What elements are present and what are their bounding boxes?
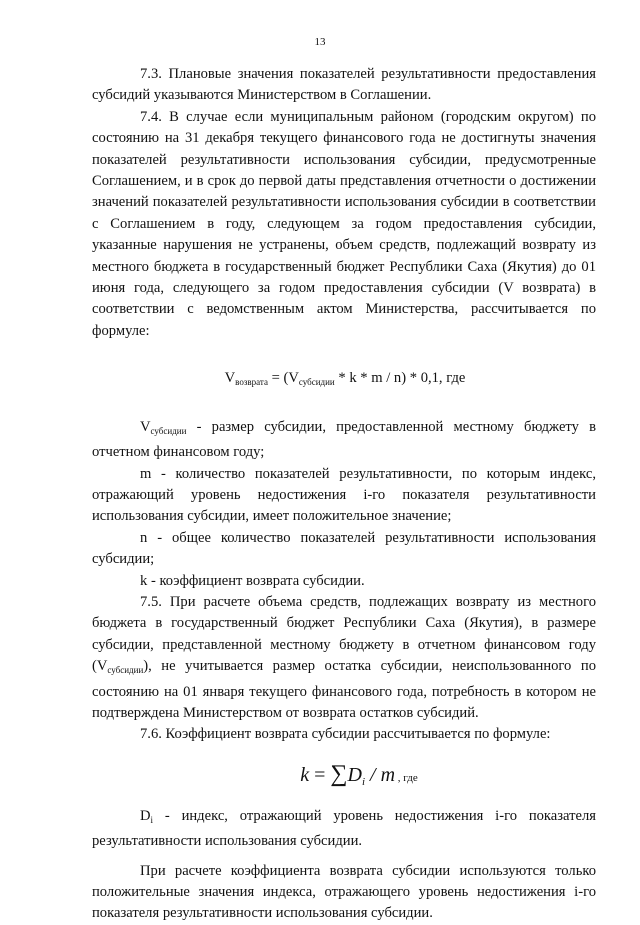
definition-d-index: $D_i$ - индекс, отражающий уровень недостижения i-го показателя результативности использования субсидии. — [92, 807, 596, 850]
subscript-subsidy: субсидии — [298, 377, 335, 388]
paragraph-7-6: 7.6. Коэффициент возврата субсидии рассчитывается по формуле: — [140, 726, 551, 743]
paragraph-7-3-number: 7.3. — [140, 66, 162, 82]
paragraph-7-4: 7.4. В случае если муниципальным районом (городским округом) по состоянию на 31 декабря текущего финансового года не достигнуты значения показателей результативности использования субсидии, предусмотренные Соглашением, и в срок до первой даты представления отчетности о достижении значений показателей результативности использования субсидии в соответствии с Соглашением в году, следующем за годом предоставления субсидии, указанные нарушения не устранены, объем средств, подлежащий возврату из местного бюджета в государственный бюджет Республики Саха (Якутия) до 01 июня года, следующего за годом предоставления субсидии (V возврата) в соответствии с ведомственным актом Министерства, рассчитывается по формуле: — [92, 108, 596, 339]
document-body — [92, 64, 596, 925]
definition-m: m - количество показателей результативности, по которым индекс, отражающий уровень недостижения i-го показателя результативности использования субсидии, имеет положительное значение; — [92, 465, 596, 525]
paragraph-7-3-text: Плановые значения показателей результативности предоставления субсидий указываются Министерством в Соглашении. — [92, 66, 596, 104]
paragraph-7-3 — [92, 64, 596, 107]
subscript-return: возврата — [235, 377, 268, 388]
page-number: 13 — [314, 36, 326, 48]
paragraph-7-5: 7.5. При расчете объема средств, подлежащих возврату из местного бюджета в государственный бюджет Республики Саха (Якутия), в размере субсидии, представленной местному бюджету в отчетном финансовом году $(V_{субсидии})$, не учитывается размер остатка субсидии, неиспользованного по состоянию на 01 января текущего финансового года, потребность в котором не подтверждена Министерством от возврата остатков субсидий. — [92, 593, 596, 721]
formula-return-coefficient: $k = \sum D_i / m$ , где — [300, 760, 418, 788]
formula-return-volume: $V_{возврата} = (V_{субсидии} * k * m / n) * 0,1$, где — [224, 370, 466, 388]
definition-n: n - общее количество показателей результативности использования субсидии; — [92, 529, 596, 568]
definition-k: k - коэффициент возврата субсидии. — [140, 572, 365, 589]
paragraph-final: При расчете коэффициента возврата субсидии используются только положительные значения индекса, отражающего уровень недостижения i-го показателя результативности использования субсидии. — [92, 862, 596, 922]
definition-v-subsidy: $V_{субсидии}$ - размер субсидии, предоставленной местному бюджету в отчетном финансовом году; — [92, 418, 596, 461]
sum-symbol: ∑ — [330, 760, 348, 787]
